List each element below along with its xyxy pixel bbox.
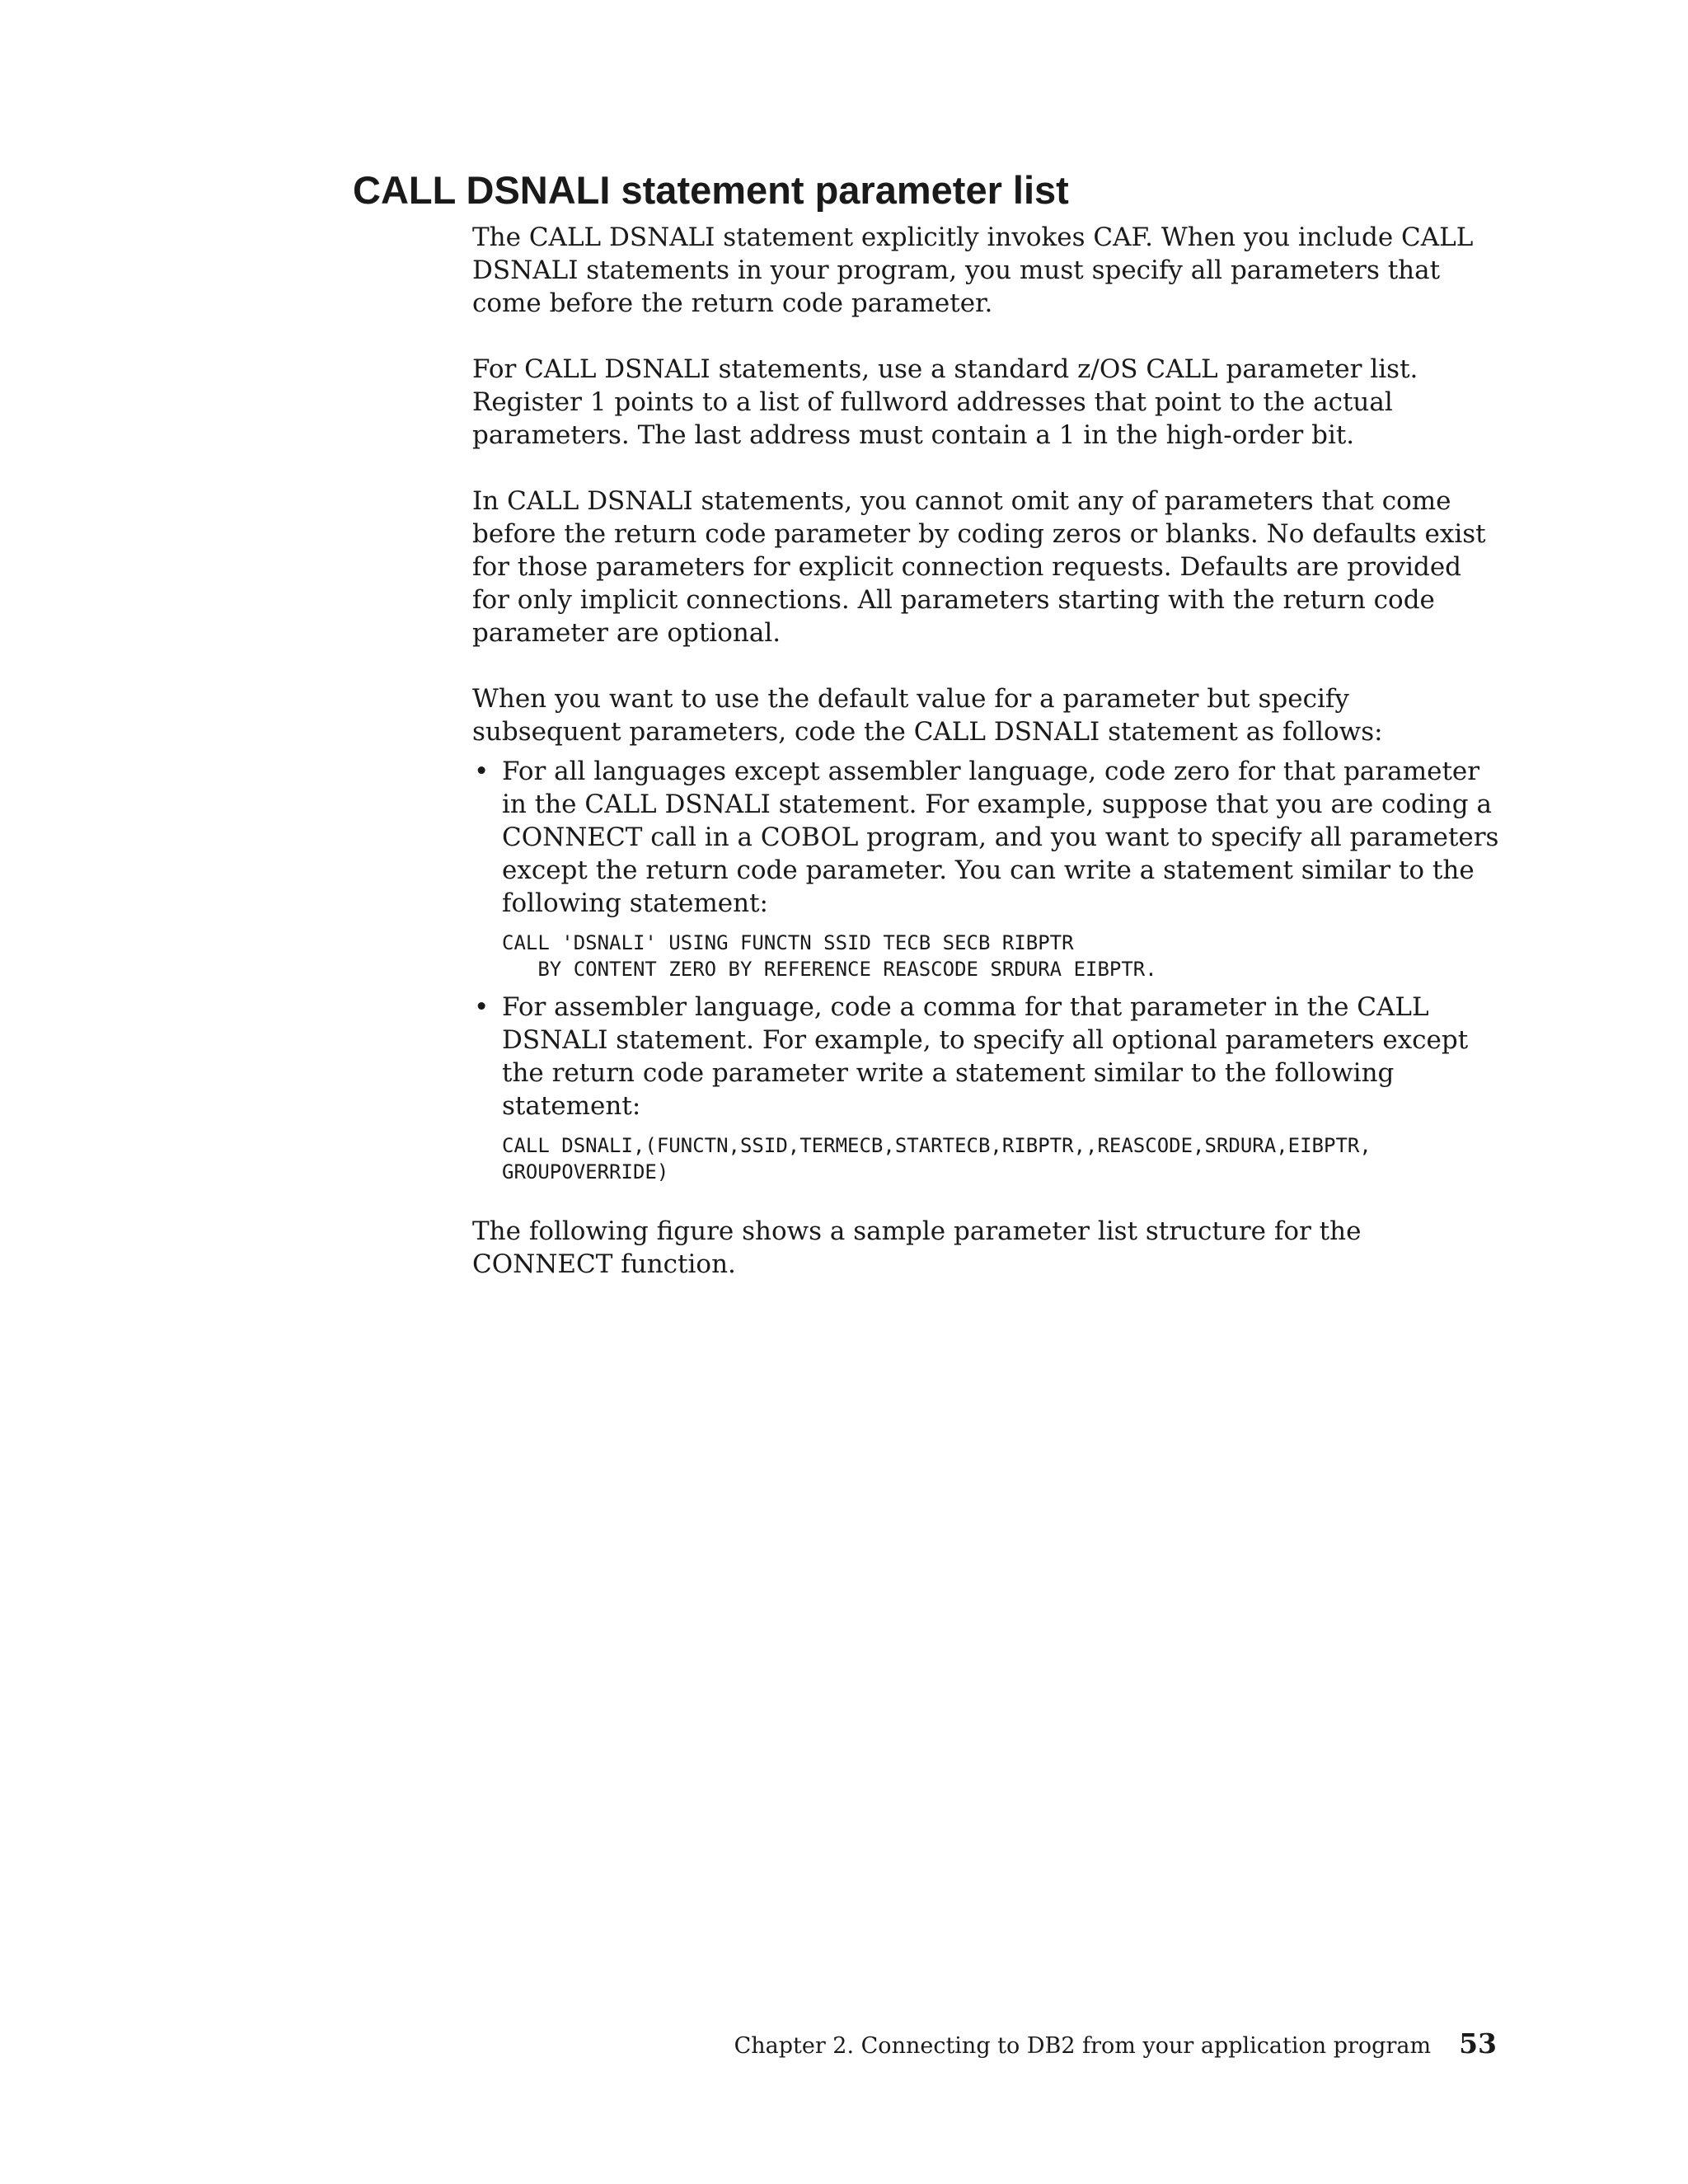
page-number: 53 — [1459, 2027, 1497, 2060]
page-footer — [734, 2027, 1497, 2060]
bullet-list — [472, 755, 1503, 1185]
list-item — [472, 991, 1503, 1185]
paragraph: For CALL DSNALI statements, use a standard z/OS CALL parameter list. Register 1 points to a list of fullword addresses that point to the actual parameters. The last address must contain a 1 in the high-order bit. — [472, 354, 1418, 450]
bullet-icon: • — [474, 757, 490, 786]
paragraph: In CALL DSNALI statements, you cannot omit any of parameters that come before the return code parameter by coding zeros or blanks. No defaults exist for those parameters for explicit connection requests. Defaults are provided for only implicit connections. All parameters starting with the return code parameter are optional. — [472, 486, 1486, 648]
paragraph: The following figure shows a sample parameter list structure for the CONNECT function. — [472, 1216, 1362, 1279]
code-block: CALL DSNALI,(FUNCTN,SSID,TERMECB,STARTECB,RIBPTR,,REASCODE,SRDURA,EIBPTR, GROUPOVERRIDE) — [502, 1134, 1372, 1183]
list-item-text: For assembler language, code a comma for that parameter in the CALL DSNALI statement. For example, to specify all optional parameters except the return code parameter write a statement similar to the following statement: — [502, 992, 1469, 1121]
footer-chapter-title: Chapter 2. Connecting to DB2 from your application program — [734, 2033, 1432, 2059]
section-heading: CALL DSNALI statement parameter list — [353, 168, 1069, 212]
paragraph: When you want to use the default value for a parameter but specify subsequent parameters, code the CALL DSNALI statement as follows: — [472, 684, 1383, 747]
body-text — [472, 221, 1503, 1314]
paragraph: The CALL DSNALI statement explicitly invokes CAF. When you include CALL DSNALI statements in your program, you must specify all parameters that come before the return code parameter. — [472, 223, 1474, 318]
list-item — [472, 755, 1503, 982]
code-block: CALL 'DSNALI' USING FUNCTN SSID TECB SECB RIBPTR BY CONTENT ZERO BY REFERENCE REASCODE SRDURA EIBPTR. — [502, 931, 1157, 981]
list-item-text: For all languages except assembler language, code zero for that parameter in the CALL DSNALI statement. For example, suppose that you are coding a CONNECT call in a COBOL program, and you want to specify all parameters except the return code parameter. You can write a statement similar to the following statement: — [502, 757, 1499, 918]
bullet-icon: • — [474, 992, 490, 1022]
